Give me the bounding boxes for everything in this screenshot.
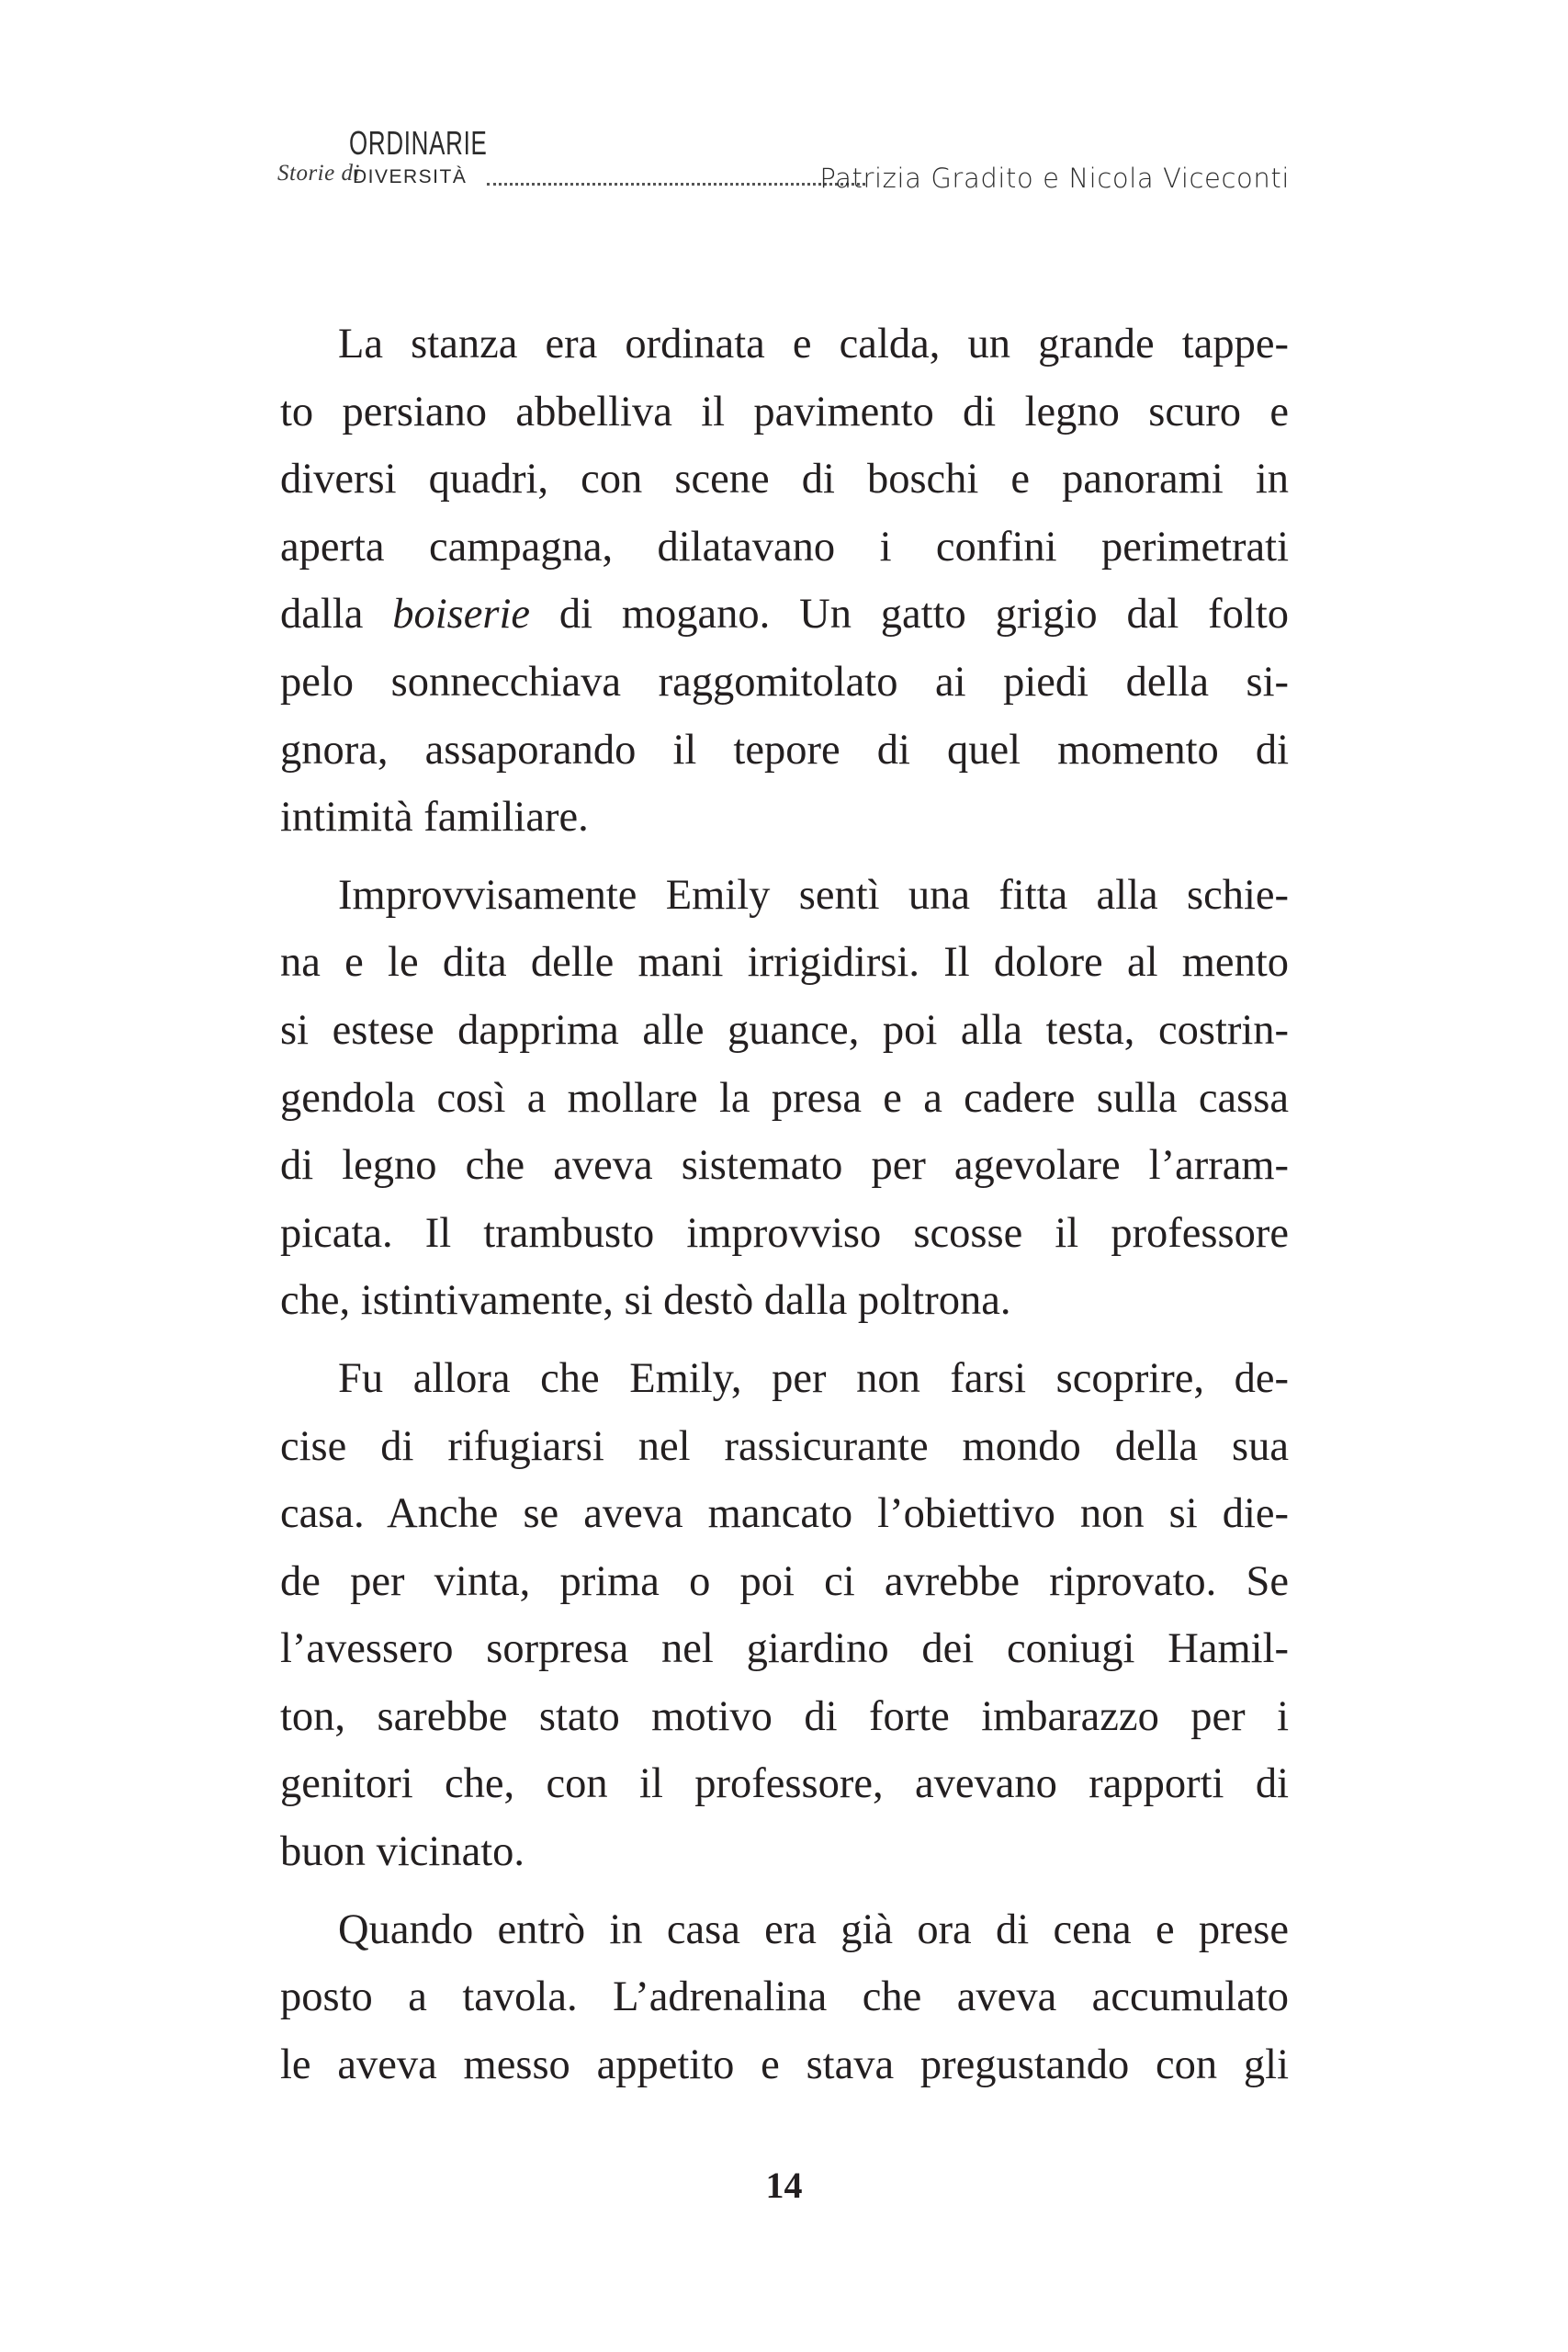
text-line: dalla boiserie di mogano. Un gatto grigio dal folto	[280, 591, 1289, 639]
text-line: de per vinta, prima o poi ci avrebbe riprovato. Se	[280, 1557, 1289, 1605]
series-logo	[277, 124, 489, 198]
text-line: gnora, assaporando il tepore di quel momento di	[280, 726, 1289, 774]
series-title-top: ORDINARIE	[349, 124, 488, 162]
text-line: genitori che, con il professore, avevano rapporti di	[280, 1760, 1289, 1808]
text-line: l’avessero sorpresa nel giardino dei coniugi Hamil-	[280, 1625, 1289, 1673]
text-line: Quando entrò in casa era già ora di cena e prese	[338, 1905, 1289, 1953]
text-line: casa. Anche se aveva mancato l’obiettivo non si die-	[280, 1490, 1289, 1538]
body-text	[280, 311, 1289, 2098]
series-title-bottom: DIVERSITÀ	[353, 166, 468, 187]
paragraph	[280, 862, 1289, 1335]
text-line: to persiano abbelliva il pavimento di legno scuro e	[280, 388, 1289, 435]
text-line: di legno che aveva sistemato per agevolare l’arram-	[280, 1142, 1289, 1190]
text-line: aperta campagna, dilatavano i confini perimetrati	[280, 523, 1289, 571]
text-line: posto a tavola. L’adrenalina che aveva accumulato	[280, 1973, 1289, 2021]
text-line: La stanza era ordinata e calda, un grande tappe-	[338, 321, 1289, 368]
text-line: gendola così a mollare la presa e a cadere sulla cassa	[280, 1074, 1289, 1122]
text-line: na e le dita delle mani irrigidirsi. Il dolore al mento	[280, 939, 1289, 987]
text-line: diversi quadri, con scene di boschi e panorami in	[280, 456, 1289, 503]
paragraph	[280, 311, 1289, 852]
text-line: che, istintivamente, si destò dalla poltrona.	[280, 1277, 1011, 1325]
page-number: 14	[765, 2165, 803, 2206]
italic-term: boiserie	[392, 591, 531, 639]
text-line: pelo sonnecchiava raggomitolato ai piedi della si-	[280, 658, 1289, 706]
text-line: buon vicinato.	[280, 1828, 525, 1876]
text-line: intimità familiare.	[280, 794, 589, 842]
text-line: Fu allora che Emily, per non farsi scoprire, de-	[338, 1354, 1289, 1402]
series-prefix: Storie di	[277, 161, 360, 186]
text-line: cise di rifugiarsi nel rassicurante mondo della sua	[280, 1422, 1289, 1470]
header-dotted-leader	[487, 183, 865, 186]
paragraph	[280, 1896, 1289, 2099]
paragraph	[280, 1345, 1289, 1886]
text-line: ton, sarebbe stato motivo di forte imbarazzo per i	[280, 1692, 1289, 1740]
running-header	[277, 124, 1290, 198]
text-line: si estese dapprima alle guance, poi alla testa, costrin-	[280, 1006, 1289, 1054]
text-line: picata. Il trambusto improvviso scosse il professore	[280, 1209, 1289, 1257]
header-authors: Patrizia Gradito e Nicola Viceconti	[819, 163, 1290, 194]
text-line: le aveva messo appetito e stava pregustando con gli	[280, 2041, 1289, 2088]
text-line: Improvvisamente Emily sentì una fitta alla schie-	[338, 871, 1289, 919]
